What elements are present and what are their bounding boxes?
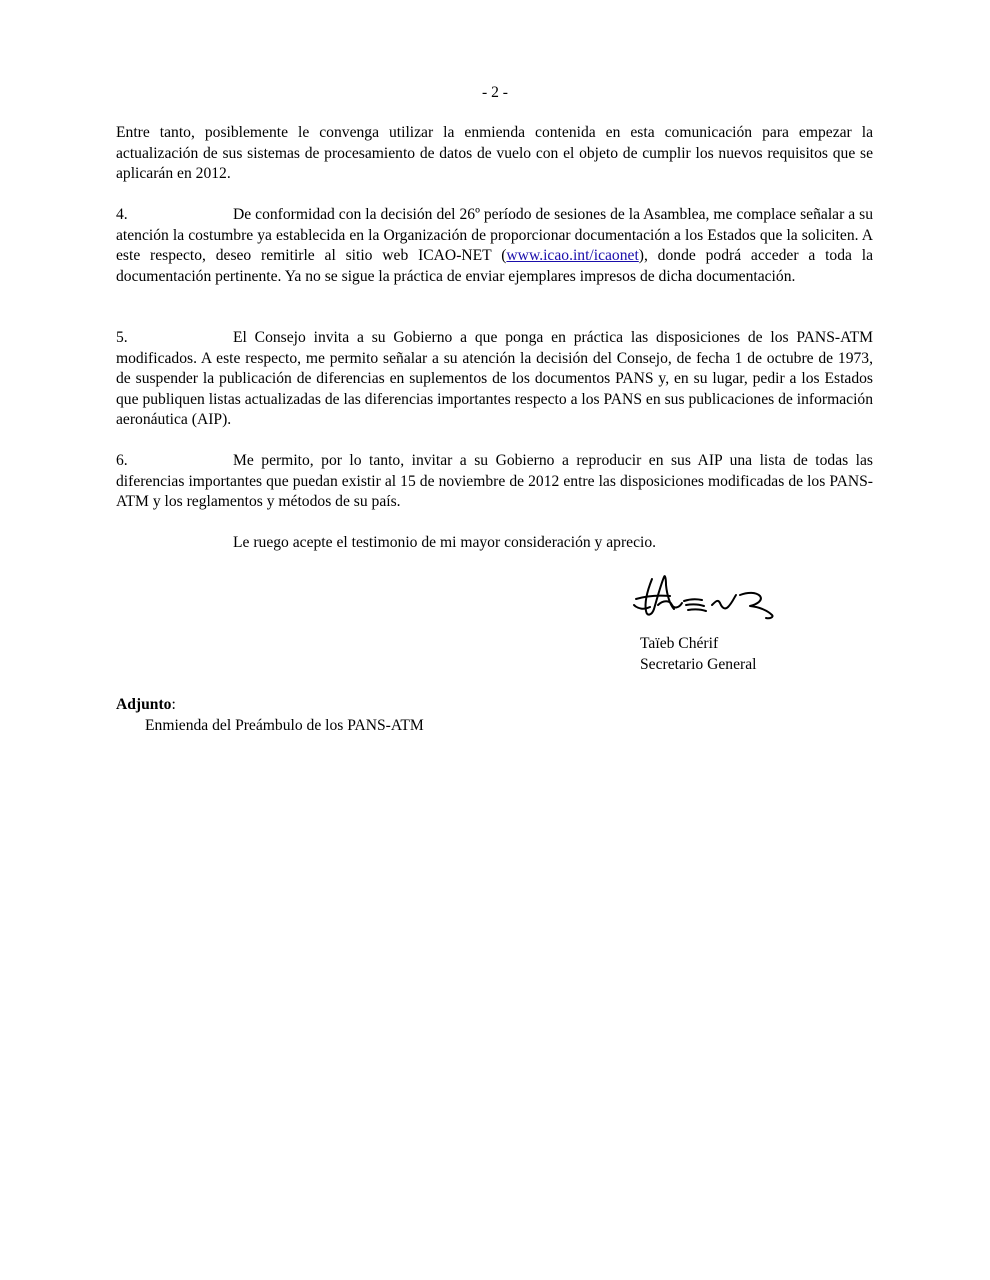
paragraph-4-text-end: ), donde podrá acceder a toda la documentación pertinente. Ya no se sigue la práctica de enviar ejemplares impresos de dicha documentación. [116,247,873,285]
paragraph-intro-text: Entre tanto, posiblemente le convenga utilizar la enmienda contenida en esta comunicación para empezar la actualización de sus sistemas de procesamiento de datos de vuelo con el objeto de cumplir los nuevos requisitos que se aplicarán en 2012. [116,124,873,182]
paragraph-5 [116,328,873,431]
paragraph-4 [116,205,873,287]
icaonet-link[interactable]: www.icao.int/icaonet [506,247,639,264]
signer-name: Taïeb Chérif [640,635,719,652]
paragraph-5-text: El Consejo invita a su Gobierno a que ponga en práctica las disposiciones de los PANS-ATM modificados. A este respecto, me permito señalar a su atención la decisión del Consejo, de fecha 1 de octubre de 1973, de suspender la publicación de diferencias en suplementos de los documentos PANS y, en su lugar, pedir a los Estados que publiquen listas actualizadas de las diferencias importantes respecto a los PANS en sus publicaciones de información aeronáutica (AIP). [116,329,873,428]
attachment-block [116,695,424,736]
signer-block [640,634,756,675]
closing-formula: Le ruego acepte el testimonio de mi mayor consideración y aprecio. [233,534,657,551]
attachment-label: Adjunto [116,696,172,713]
attachment-separator: : [171,696,176,713]
paragraph-intro [116,123,873,185]
paragraph-6 [116,451,873,513]
paragraph-4-number: 4. [116,206,128,223]
attachment-item: Enmienda del Preámbulo de los PANS-ATM [145,716,424,734]
paragraph-4-text-start: De conformidad con la decisión del 26º período de sesiones de la Asamblea, me complace señalar a su atención la costumbre ya establecida en la Organización de proporcionar documentación a los Estados que la soliciten. A este respecto, deseo remitirle al sitio web ICAO-NET ( [116,206,873,264]
page-number: - 2 - [482,84,508,101]
paragraph-6-text: Me permito, por lo tanto, invitar a su Gobierno a reproducir en sus AIP una lista de todas las diferencias importantes que puedan existir al 15 de noviembre de 2012 entre las disposiciones modificadas de los PANS-ATM y los reglamentos y métodos de su país. [116,452,873,510]
paragraph-5-number: 5. [116,329,128,346]
signer-title: Secretario General [640,655,757,673]
handwritten-signature [630,565,780,627]
paragraph-6-number: 6. [116,452,128,469]
